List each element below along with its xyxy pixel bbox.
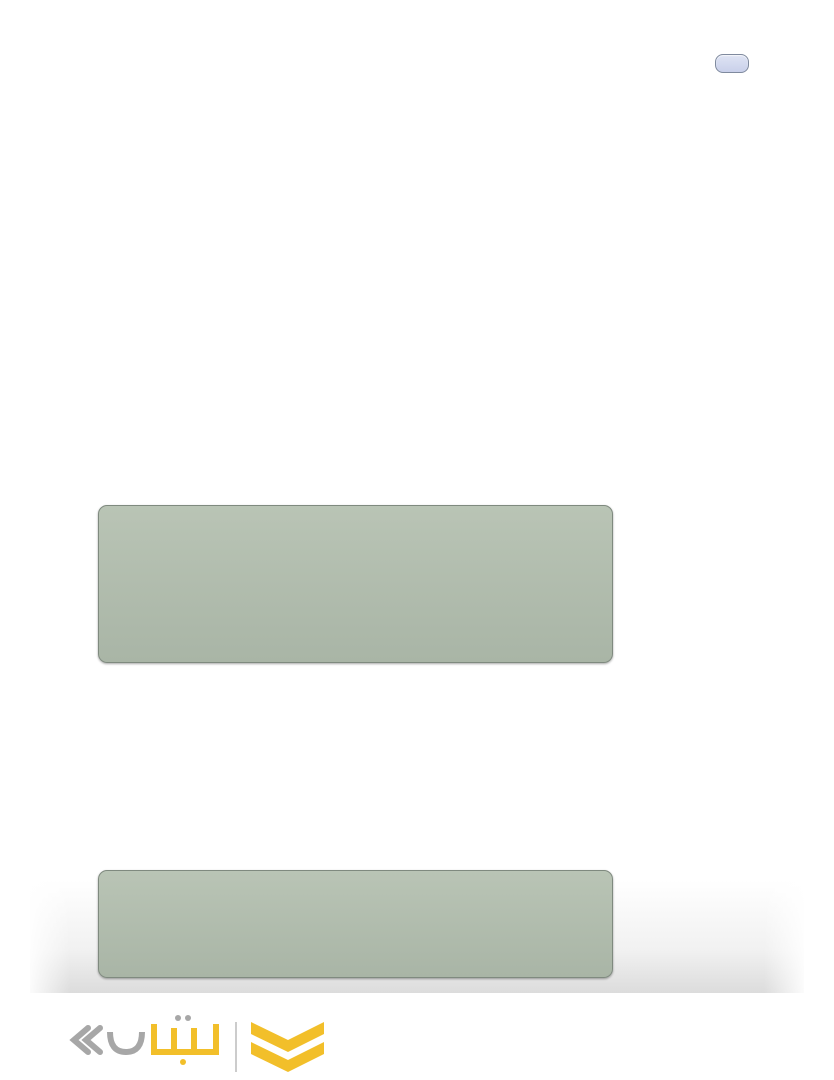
page-edge-fade-left [30,880,70,993]
callout-box-adaptations [98,870,613,978]
page-number-badge [715,54,749,73]
book-page [30,0,804,993]
callout-box-task [98,505,613,663]
setabook-logo-icon [66,1010,336,1080]
running-head [97,56,107,66]
page-edge-fade-right [764,880,804,993]
